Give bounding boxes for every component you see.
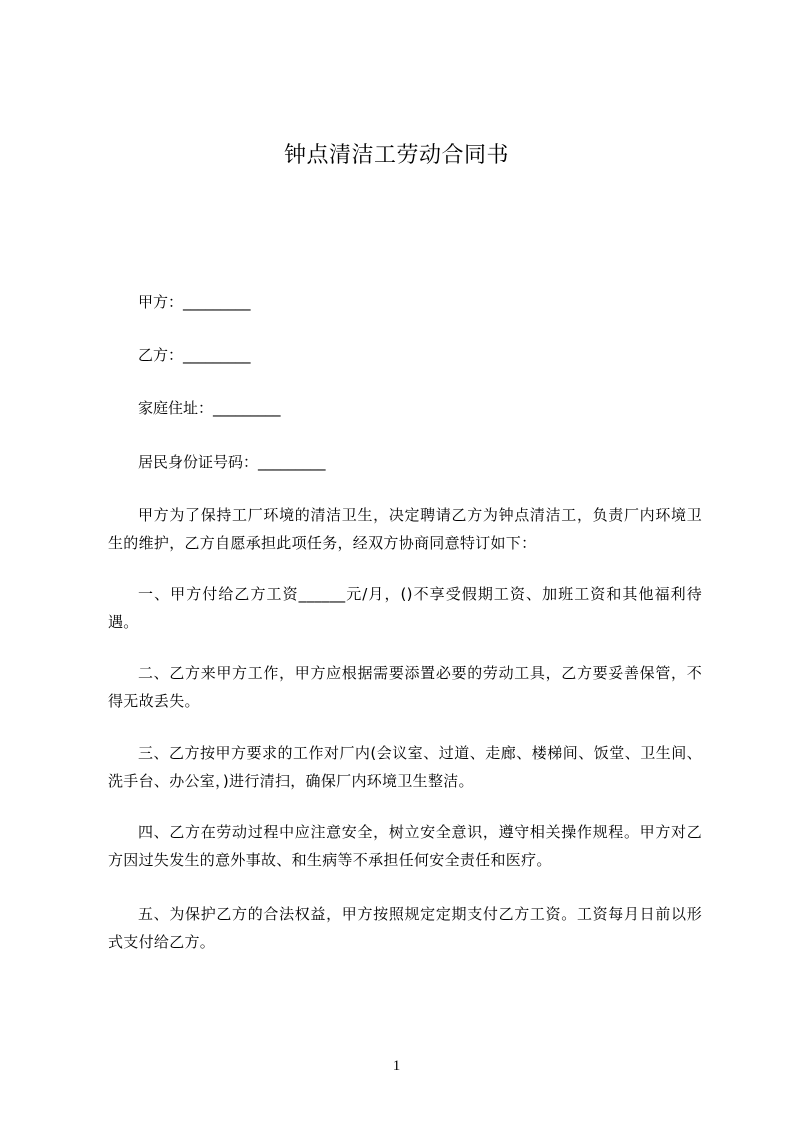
home-address-blank: _________ — [213, 399, 281, 417]
document-title: 钟点清洁工劳动合同书 — [283, 143, 509, 168]
clause-4-paragraph: 四、乙方在劳动过程中应注意安全，树立安全意识，遵守相关操作规程。甲方对乙方因过失发生的意外事故、和生病等不承担任何安全责任和医疗。 — [108, 823, 702, 869]
clause-3-paragraph: 三、乙方按甲方要求的工作对厂内(会议室、过道、走廊、楼梯间、饭堂、卫生间、洗手台、办公室，)进行清扫，确保厂内环境卫生整洁。 — [108, 744, 702, 790]
clause-2-paragraph: 二、乙方来甲方工作，甲方应根据需要添置必要的劳动工具，乙方要妥善保管，不得无故丢失。 — [108, 664, 702, 710]
party-a-label: 甲方： — [138, 293, 184, 311]
party-a-blank: _________ — [183, 293, 251, 311]
id-number-field — [138, 452, 326, 472]
page-number: 1 — [392, 1058, 401, 1074]
intro-paragraph: 甲方为了保持工厂环境的清洁卫生，决定聘请乙方为钟点清洁工，负责厂内环境卫生的维护，乙方自愿承担此项任务，经双方协商同意特订如下： — [108, 506, 702, 552]
id-number-label: 居民身份证号码： — [138, 453, 259, 471]
party-a-field — [138, 292, 251, 312]
party-b-blank: _________ — [183, 346, 251, 364]
party-b-field — [138, 345, 251, 365]
home-address-field — [138, 398, 281, 418]
home-address-label: 家庭住址： — [138, 399, 214, 417]
id-number-blank: _________ — [258, 453, 326, 471]
clause-1-paragraph: 一、甲方付给乙方工资______元/月，()不享受假期工资、加班工资和其他福利待遇。 — [108, 585, 702, 631]
clause-5-paragraph: 五、为保护乙方的合法权益，甲方按照规定定期支付乙方工资。工资每月日前以形式支付给乙方。 — [108, 905, 702, 951]
party-b-label: 乙方： — [138, 346, 184, 364]
